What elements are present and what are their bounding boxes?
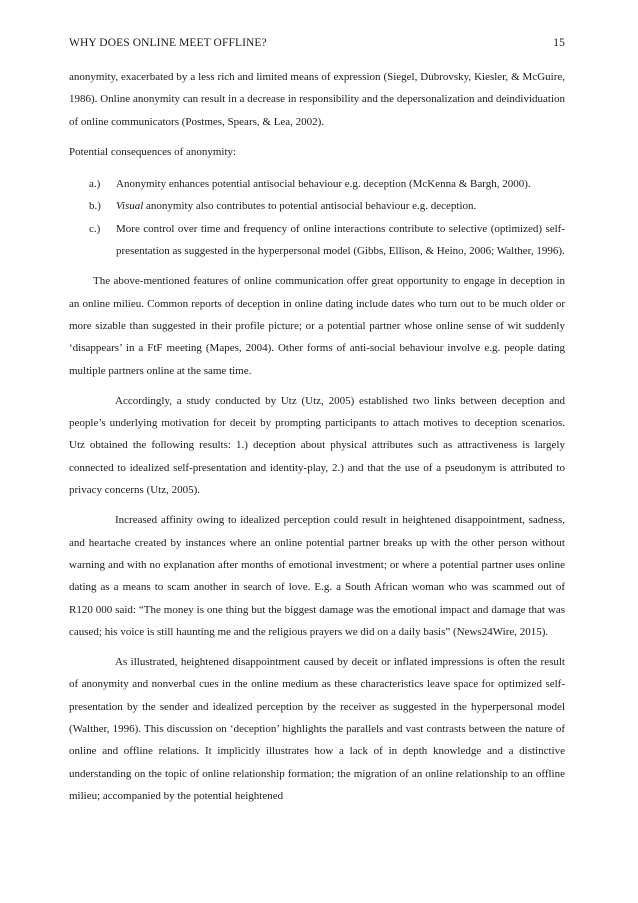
paragraph-illustration: As illustrated, heightened disappointment caused by deceit or inflated impressions is often the result of anonymity and nonverbal cues in the online medium as these characteristics leave space for optimized self-presentation by the sender and idealized perception by the receiver as suggested in the hyperpersonal model (Walther, 1996). This discussion on ‘deception’ highlights the parallels and vast contrasts between the nature of online and offline relations. It implicitly illustrates how a lack of in depth knowledge and a distinctive understanding on the topic of online relationship formation; the migration of an online relationship to an offline milieu; accompanied by the potential heightened bbox=[69, 656, 565, 802]
paragraph-utz-study: Accordingly, a study conducted by Utz (Utz, 2005) established two links between deception and people’s underlying motivation for deceit by prompting participants to attach motives to deception scenarios. Utz obtained the following results: 1.) deception about physical attributes such as attractiveness is largely connected to idealized self-presentation and identity-play, 2.) and that the use of a pseudonym is attributed to privacy concerns (Utz, 2005). bbox=[69, 394, 565, 497]
list-item-text: Anonymity enhances potential antisocial behaviour e.g. deception (McKenna & Bargh, 2000). bbox=[116, 178, 531, 191]
paragraph-deception-features: The above-mentioned features of online communication offer great opportunity to engage in deception in an online milieu. Common reports of deception in online dating include dates who turn out to be much older or more sizable than suggested in their profile picture; or a potential partner whose online sense of wit suddenly ‘disappears’ in a FtF meeting (Mapes, 2004). Other forms of anti-social behaviour involve e.g. people dating multiple partners online at the same time. bbox=[69, 275, 565, 377]
list-item-text: More control over time and frequency of online interactions contribute to selective (optimized) self-presentation as suggested in the hyperpersonal model (Gibbs, Ellison, & Heino, 2006; Walther, 1996). bbox=[116, 222, 565, 258]
list-item-text: anonymity also contributes to potential antisocial behaviour e.g. deception. bbox=[143, 200, 477, 213]
list-item-label: b.) bbox=[89, 200, 101, 213]
paragraph-disappointment: Increased affinity owing to idealized perception could result in heightened disappointment, sadness, and heartache created by instances where an online potential partner breaks up with the other person without warning and with no explanation after months of emotional investment; or where a potential partner uses online dating as a means to scam another in search of love. E.g. a South African woman who was scammed out of R120 000 said: “The money is one thing but the biggest damage was the emotional impact and damage that was caused; his voice is still haunting me and the religious prayers we did on a daily basis” (News24Wire, 2015). bbox=[69, 514, 565, 638]
list-item-label: c.) bbox=[89, 222, 101, 235]
list-item bbox=[69, 195, 565, 217]
paragraph-continuation: anonymity, exacerbated by a less rich and limited means of expression (Siegel, Dubrovsky, Kiesler, & McGuire, 1986). Online anonymity can result in a decrease in responsibility and the depersonalization and deindividuation of online communicators (Postmes, Spears, & Lea, 2002). bbox=[69, 71, 565, 128]
page-number: 15 bbox=[553, 37, 565, 49]
list-item-emphasis: Visual bbox=[116, 200, 144, 213]
list-intro: Potential consequences of anonymity: bbox=[69, 145, 237, 158]
list-item bbox=[69, 218, 565, 263]
list-item bbox=[69, 173, 565, 195]
consequences-list bbox=[69, 173, 565, 262]
running-header bbox=[69, 37, 565, 53]
list-item-label: a.) bbox=[89, 178, 101, 191]
body-text bbox=[69, 66, 565, 815]
running-title: WHY DOES ONLINE MEET OFFLINE? bbox=[69, 37, 267, 49]
